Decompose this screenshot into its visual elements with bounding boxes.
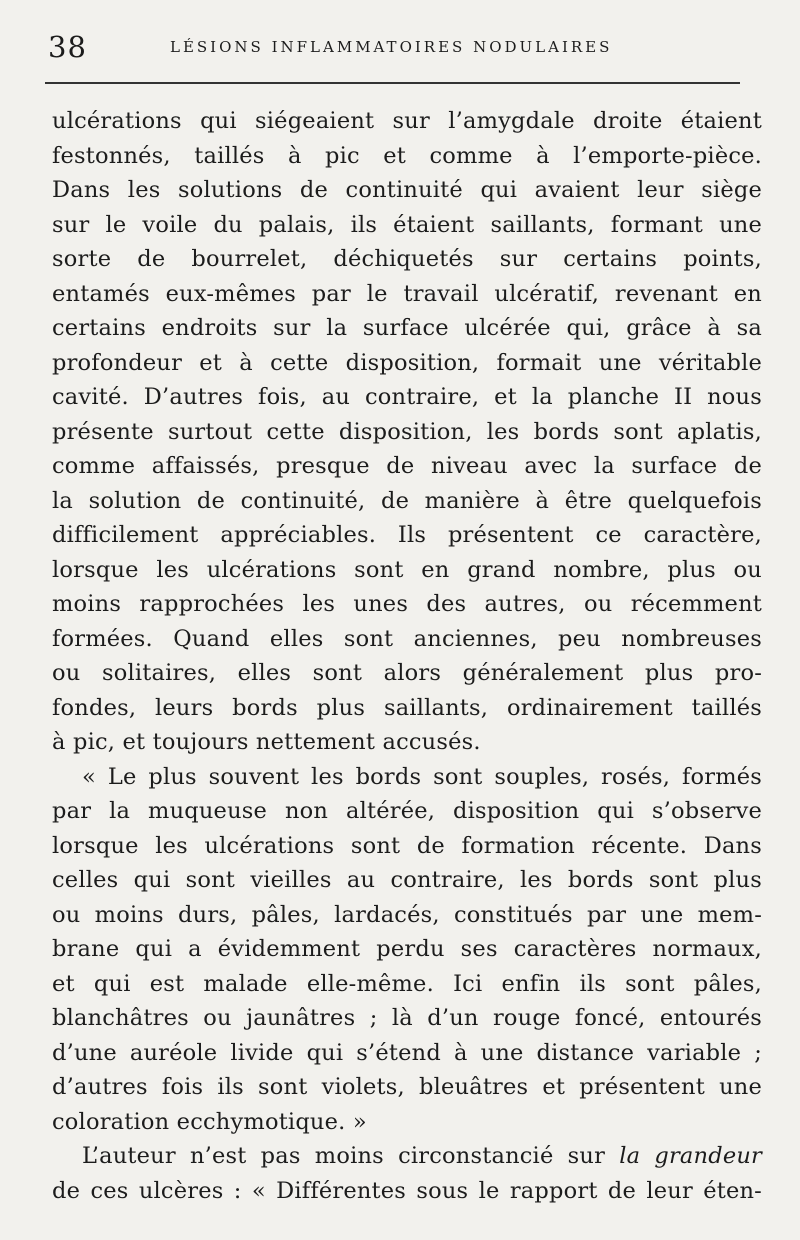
text-line: festonnés, taillés à pic et comme à l’emporte-pièce.: [52, 142, 762, 169]
text-line: à pic, et toujours nettement accusés.: [52, 729, 481, 755]
text-line: formées. Quand elles sont anciennes, peu nombreuses: [52, 625, 762, 652]
page-header: [40, 30, 760, 62]
text-line: Dans les solutions de continuité qui avaient leur siège: [52, 177, 762, 203]
text-line: sorte de bourrelet, déchiquetés sur certains points,: [52, 246, 762, 272]
text-segment: L’auteur n’est pas moins circonstancié sur: [82, 1143, 620, 1169]
running-title: LÉSIONS INFLAMMATOIRES NODULAIRES: [170, 38, 613, 56]
text-line: moins rapprochées les unes des autres, ou récemment: [52, 591, 762, 617]
text-line: [52, 1139, 762, 1174]
text-line: sur le voile du palais, ils étaient saillants, formant une: [52, 211, 762, 238]
text-line: ou moins durs, pâles, lardacés, constitués par une mem-: [52, 901, 762, 928]
text-line: brane qui a évidemment perdu ses caractères normaux,: [52, 936, 762, 962]
text-line: ulcérations qui siégeaient sur l’amygdale droite étaient: [52, 108, 762, 134]
text-line: d’une auréole livide qui s’étend à une distance variable ;: [52, 1039, 762, 1066]
text-line: lorsque les ulcérations sont en grand nombre, plus ou: [52, 556, 762, 583]
header-rule: [45, 82, 740, 84]
text-line: celles qui sont vieilles au contraire, les bords sont plus: [52, 867, 762, 893]
text-line: blanchâtres ou jaunâtres ; là d’un rouge foncé, entourés: [52, 1005, 762, 1031]
text-line: fondes, leurs bords plus saillants, ordinairement taillés: [52, 694, 762, 721]
text-line: profondeur et à cette disposition, formait une véritable: [52, 349, 762, 376]
body-text: [52, 104, 762, 1208]
text-line: par la muqueuse non altérée, disposition qui s’observe: [52, 798, 762, 824]
text-line: certains endroits sur la surface ulcérée qui, grâce à sa: [52, 315, 762, 341]
text-line: comme affaissés, presque de niveau avec la surface de: [52, 453, 762, 479]
text-line: difficilement appréciables. Ils présentent ce caractère,: [52, 522, 762, 548]
page-number: 38: [48, 30, 87, 64]
text-line: cavité. D’autres fois, au contraire, et la planche II nous: [52, 384, 762, 410]
italic-phrase: la grandeur: [619, 1143, 762, 1169]
text-line: lorsque les ulcérations sont de formation récente. Dans: [52, 832, 762, 859]
text-line: ou solitaires, elles sont alors généralement plus pro-: [52, 660, 762, 686]
text-line: de ces ulcères : « Différentes sous le rapport de leur éten-: [52, 1177, 762, 1204]
text-line: présente surtout cette disposition, les bords sont aplatis,: [52, 418, 762, 445]
text-line: « Le plus souvent les bords sont souples, rosés, formés: [82, 763, 762, 790]
text-line: coloration ecchymotique. »: [52, 1108, 367, 1135]
text-line: entamés eux-mêmes par le travail ulcératif, revenant en: [52, 280, 762, 307]
text-line: la solution de continuité, de manière à être quelquefois: [52, 487, 762, 514]
text-line: d’autres fois ils sont violets, bleuâtres et présentent une: [52, 1074, 762, 1100]
text-line: et qui est malade elle-même. Ici enfin ils sont pâles,: [52, 970, 762, 997]
